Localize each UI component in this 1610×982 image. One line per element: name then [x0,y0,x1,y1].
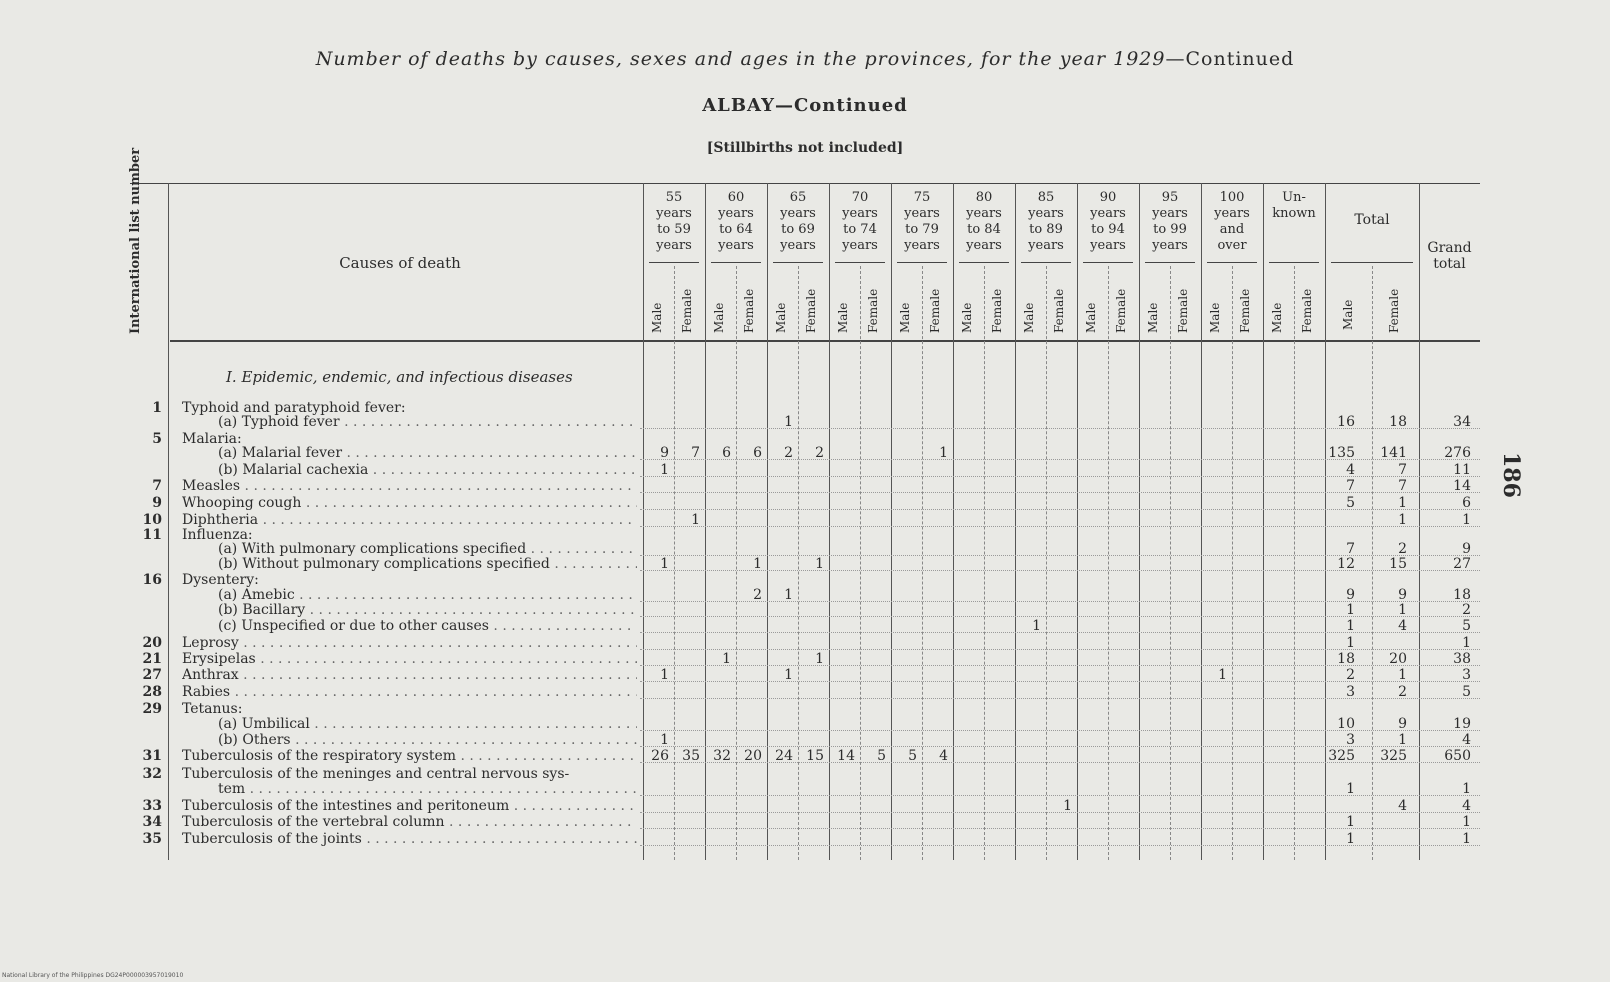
list-number: 16 [142,572,162,588]
value-cell: 2 [1398,541,1407,557]
cause-subitem: (b) Bacillary . . . [218,602,637,618]
value-cell: 1 [1346,635,1355,651]
cause-label: Tuberculosis of the intestines and peritoneum . . . [182,798,637,814]
list-number: 28 [142,684,162,700]
female-subheader: Female [742,288,756,333]
value-cell: 1 [1462,512,1471,528]
age-group-rule [1139,183,1140,860]
age-group-header: 75 years to 79 years [904,190,940,253]
female-subheader: Female [680,288,694,333]
female-subheader: Female [990,288,1004,333]
value-cell: 135 [1328,445,1355,461]
age-group-underline [711,262,761,263]
value-cell: 1 [1462,814,1471,830]
page-title [0,48,1610,70]
list-number: 5 [152,431,162,447]
footer-source: National Library of the Philippines DG24P000003957019010 [2,972,184,979]
value-cell: 1 [1346,781,1355,797]
list-number: 9 [152,495,162,511]
value-cell: 276 [1444,445,1471,461]
value-cell: 19 [1453,716,1471,732]
value-cell: 18 [1389,414,1407,430]
value-cell: 2 [753,587,762,603]
age-group-underline [1083,262,1133,263]
value-cell: 2 [1462,602,1471,618]
value-cell: 24 [775,748,793,764]
male-subheader: Male [1022,302,1036,333]
cause-subitem: (a) Amebic . . . [218,587,637,603]
value-cell: 1 [784,667,793,683]
sex-split-rule [1294,266,1295,860]
list-number: 33 [142,798,162,814]
value-cell: 12 [1337,556,1355,572]
value-cell: 2 [1346,667,1355,683]
cause-label: Diphtheria . . . [182,512,637,528]
list-number: 11 [142,527,162,543]
cause-subitem: (c) Unspecified or due to other causes . . . [218,618,637,634]
value-cell: 1 [1398,495,1407,511]
total-underline [1331,262,1413,263]
value-cell: 9 [1462,541,1471,557]
male-subheader: Male [1146,302,1160,333]
value-cell: 1 [1462,831,1471,847]
cause-subitem: tem . . . [218,781,637,797]
section-heading: I. Epidemic, endemic, and infectious diseases [226,368,573,386]
cause-label: Tetanus: [182,701,243,717]
value-cell: 20 [744,748,762,764]
list-number: 29 [142,701,162,717]
value-cell: 1 [1346,831,1355,847]
list-number: 20 [142,635,162,651]
value-cell: 3 [1462,667,1471,683]
value-cell: 1 [1346,618,1355,634]
value-cell: 1 [660,556,669,572]
sex-split-rule [984,266,985,860]
female-subheader: Female [1052,288,1066,333]
list-number: 34 [142,814,162,830]
age-group-header: 85 years to 89 years [1028,190,1064,253]
male-subheader: Male [1084,302,1098,333]
age-group-underline [835,262,885,263]
sex-split-rule [1108,266,1109,860]
value-cell: 1 [1346,602,1355,618]
value-cell: 1 [1398,512,1407,528]
list-number: 31 [142,748,162,764]
value-cell: 1 [660,667,669,683]
value-cell: 325 [1328,748,1355,764]
value-cell: 20 [1389,651,1407,667]
value-cell: 5 [1346,495,1355,511]
value-cell: 4 [1398,618,1407,634]
list-number: 7 [152,478,162,494]
value-cell: 4 [1398,798,1407,814]
cause-label: Measles . . . [182,478,637,494]
value-cell: 7 [691,445,700,461]
value-cell: 7 [1346,541,1355,557]
value-cell: 15 [806,748,824,764]
value-cell: 1 [722,651,731,667]
sex-split-rule [922,266,923,860]
age-group-rule [1077,183,1078,860]
sex-split-rule [674,266,675,860]
value-cell: 9 [1398,587,1407,603]
value-cell: 6 [722,445,731,461]
value-cell: 16 [1337,414,1355,430]
value-cell: 4 [1346,462,1355,478]
cause-label: Malaria: [182,431,242,447]
value-cell: 18 [1337,651,1355,667]
cause-label: Erysipelas . . . [182,651,637,667]
value-cell: 5 [1462,684,1471,700]
female-subheader: Female [1238,288,1252,333]
sex-split-rule [860,266,861,860]
province-title: ALBAY—Continued [702,95,908,116]
cause-subitem: (a) With pulmonary complications specified . . . [218,541,637,557]
value-cell: 1 [1462,635,1471,651]
sex-split-rule [1170,266,1171,860]
code-column-rule [168,183,169,860]
value-cell: 27 [1453,556,1471,572]
value-cell: 3 [1346,732,1355,748]
value-cell: 6 [1462,495,1471,511]
value-cell: 1 [1032,618,1041,634]
age-group-header: 80 years to 84 years [966,190,1002,253]
value-cell: 6 [753,445,762,461]
stillbirths-note: [Stillbirths not included] [706,140,904,156]
value-cell: 1 [939,445,948,461]
value-cell: 1 [1462,781,1471,797]
age-group-header: 100 years and over [1214,190,1250,253]
male-subheader: Male [712,302,726,333]
list-number: 1 [152,400,162,416]
value-cell: 4 [1462,798,1471,814]
value-cell: 141 [1380,445,1407,461]
value-cell: 1 [815,556,824,572]
age-group-underline [897,262,947,263]
row-leader [640,526,1480,528]
title-suffix: —Continued [1165,48,1295,70]
value-cell: 18 [1453,587,1471,603]
age-group-underline [1145,262,1195,263]
cause-subitem: (a) Umbilical . . . [218,716,637,732]
value-cell: 2 [1398,684,1407,700]
value-cell: 38 [1453,651,1471,667]
list-number: 21 [142,651,162,667]
value-cell: 11 [1453,462,1471,478]
total-female-subheader: Female [1387,288,1401,333]
value-cell: 9 [660,445,669,461]
cause-label: Dysentery: [182,572,259,588]
female-subheader: Female [866,288,880,333]
value-cell: 1 [660,462,669,478]
value-cell: 1 [691,512,700,528]
grand-total-header: Grand total [1427,240,1472,272]
value-cell: 14 [837,748,855,764]
age-group-header: Un- known [1272,190,1316,221]
value-cell: 9 [1346,587,1355,603]
value-cell: 3 [1346,684,1355,700]
value-cell: 7 [1398,462,1407,478]
value-cell: 5 [1462,618,1471,634]
cause-label: Whooping cough . . . [182,495,637,511]
value-cell: 650 [1444,748,1471,764]
age-group-underline [649,262,699,263]
value-cell: 1 [1218,667,1227,683]
age-group-header: 95 years to 99 years [1152,190,1188,253]
value-cell: 10 [1337,716,1355,732]
value-cell: 1 [784,587,793,603]
cause-label: Rabies . . . [182,684,637,700]
value-cell: 4 [1462,732,1471,748]
value-cell: 325 [1380,748,1407,764]
value-cell: 15 [1389,556,1407,572]
total-header: Total [1354,212,1390,228]
value-cell: 2 [815,445,824,461]
value-cell: 34 [1453,414,1471,430]
value-cell: 26 [651,748,669,764]
age-group-underline [959,262,1009,263]
cause-subitem: (a) Malarial fever . . . [218,445,637,461]
age-group-rule [1201,183,1202,860]
value-cell: 1 [1346,814,1355,830]
intl-list-header: International list number [128,147,143,334]
cause-label: Typhoid and paratyphoid fever: [182,400,406,416]
list-number: 10 [142,512,162,528]
male-subheader: Male [836,302,850,333]
cause-label: Leprosy . . . [182,635,637,651]
age-group-rule [953,183,954,860]
cause-subitem: (b) Malarial cachexia . . . [218,462,637,478]
sex-split-rule [1046,266,1047,860]
female-subheader: Female [1114,288,1128,333]
value-cell: 5 [908,748,917,764]
page-number: 186 [1498,452,1524,498]
cause-label: Tuberculosis of the meninges and central nervous sys- [182,766,570,782]
age-group-header: 55 years to 59 years [656,190,692,253]
sex-split-rule [1232,266,1233,860]
age-group-header: 90 years to 94 years [1090,190,1126,253]
cause-label: Tuberculosis of the joints . . . [182,831,637,847]
age-group-header: 65 years to 69 years [780,190,816,253]
female-subheader: Female [928,288,942,333]
value-cell: 1 [815,651,824,667]
male-subheader: Male [960,302,974,333]
value-cell: 1 [660,732,669,748]
male-subheader: Male [650,302,664,333]
cause-label: Tuberculosis of the respiratory system . . . [182,748,637,764]
causes-header: Causes of death [339,254,461,272]
age-group-header: 70 years to 74 years [842,190,878,253]
age-group-header: 60 years to 64 years [718,190,754,253]
list-number: 27 [142,667,162,683]
cause-label: Tuberculosis of the vertebral column . . . [182,814,637,830]
value-cell: 9 [1398,716,1407,732]
cause-subitem: (b) Others . . . [218,732,637,748]
cause-subitem: (b) Without pulmonary complications specified . . . [218,556,637,572]
value-cell: 14 [1453,478,1471,494]
list-number: 35 [142,831,162,847]
female-subheader: Female [1300,288,1314,333]
list-number: 32 [142,766,162,782]
age-group-rule [1015,183,1016,860]
female-subheader: Female [804,288,818,333]
value-cell: 32 [713,748,731,764]
total-male-subheader: Male [1341,299,1355,330]
male-subheader: Male [898,302,912,333]
cause-label: Influenza: [182,527,253,543]
age-group-underline [1207,262,1257,263]
table-top-rule [130,183,1480,184]
male-subheader: Male [1208,302,1222,333]
value-cell: 7 [1398,478,1407,494]
value-cell: 35 [682,748,700,764]
value-cell: 4 [939,748,948,764]
female-subheader: Female [1176,288,1190,333]
title-main: Number of deaths by causes, sexes and ages in the provinces, for the year 1929 [315,48,1166,70]
value-cell: 1 [1398,732,1407,748]
male-subheader: Male [1270,302,1284,333]
value-cell: 7 [1346,478,1355,494]
value-cell: 5 [877,748,886,764]
age-group-underline [773,262,823,263]
value-cell: 1 [1063,798,1072,814]
age-group-rule [1263,183,1264,860]
header-bottom-rule [170,340,1480,342]
male-subheader: Male [774,302,788,333]
value-cell: 2 [784,445,793,461]
value-cell: 1 [1398,667,1407,683]
age-group-underline [1269,262,1319,263]
value-cell: 1 [1398,602,1407,618]
value-cell: 1 [753,556,762,572]
cause-subitem: (a) Typhoid fever . . . [218,414,637,430]
cause-label: Anthrax . . . [182,667,637,683]
value-cell: 1 [784,414,793,430]
age-group-underline [1021,262,1071,263]
